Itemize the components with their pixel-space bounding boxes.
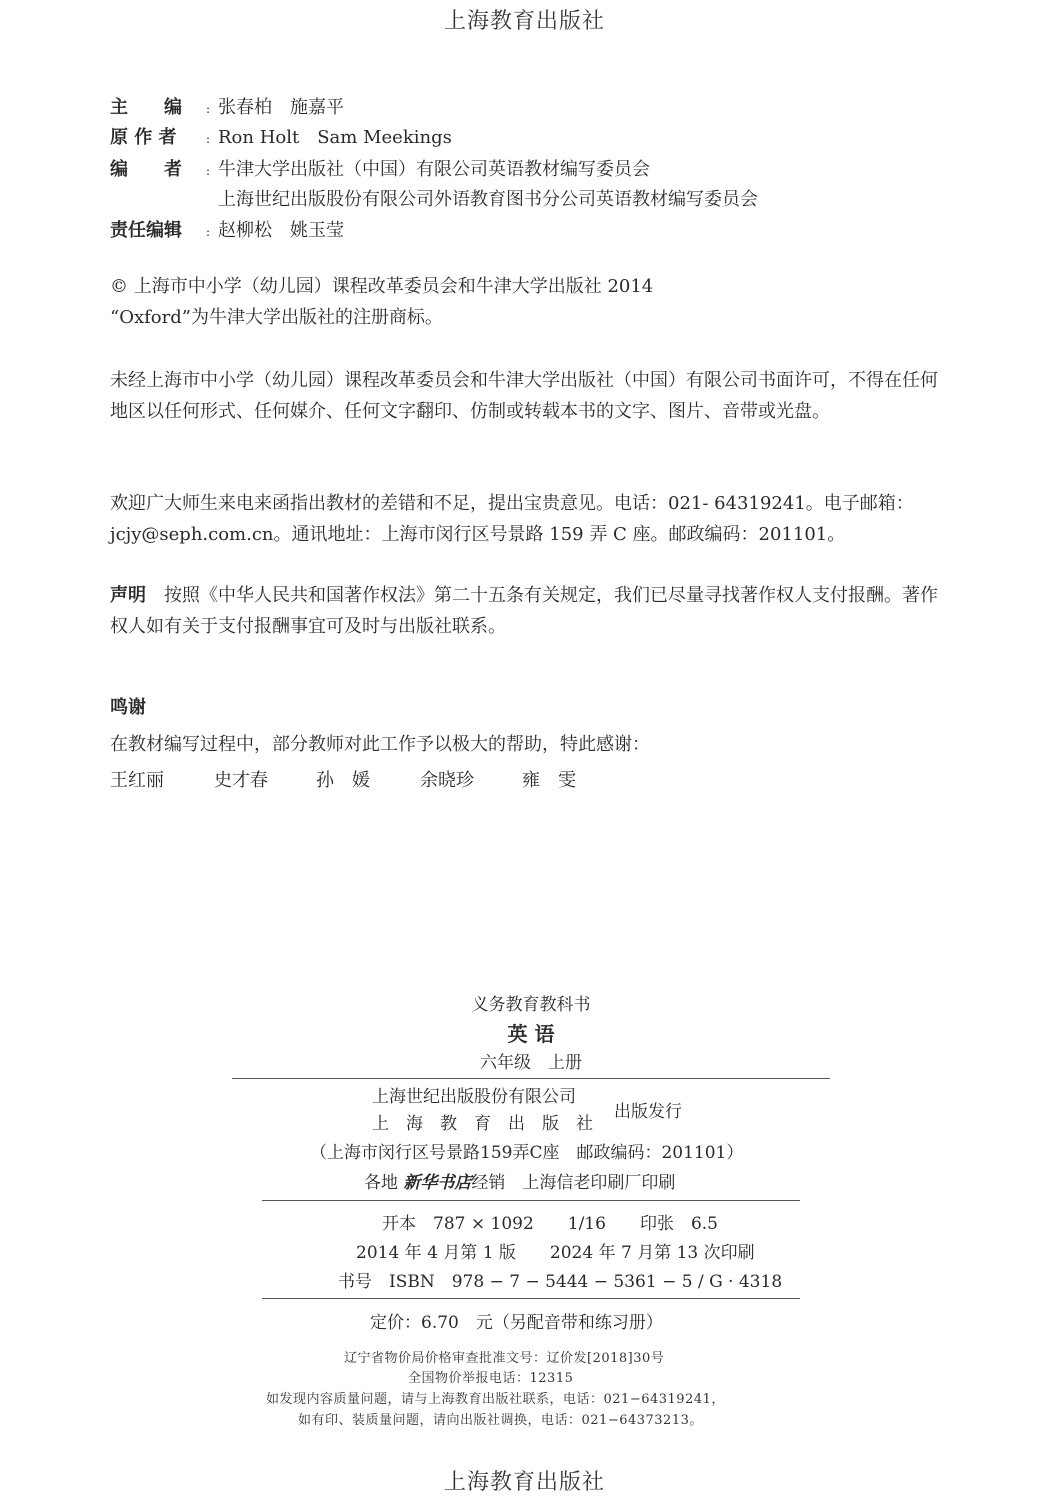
format-line: 开本 787 × 1092 1/16 印张 6.5 xyxy=(382,1214,718,1234)
dist-suffix: 经销 上海信老印刷厂印刷 xyxy=(471,1173,676,1193)
watermark-top: 上海教育出版社 xyxy=(444,9,606,34)
distribution-line xyxy=(364,1168,675,1193)
copyright-line: © 上海市中小学（幼儿园）课程改革委员会和牛津大学出版社 2014 xyxy=(110,276,654,297)
publisher-2: 上 海 教 育 出 版 社 xyxy=(372,1114,593,1134)
credit-value: Ron Holt Sam Meekings xyxy=(218,127,452,148)
publisher-1: 上海世纪出版股份有限公司 xyxy=(372,1087,576,1107)
thanks-text: 在教材编写过程中，部分教师对此工作予以极大的帮助，特此感谢： xyxy=(110,734,650,755)
price-line: 定价：6.70 元（另配音带和练习册） xyxy=(370,1313,663,1333)
credit-responsible-editors: 责任编辑 : 赵柳松 姚玉莹 xyxy=(110,216,344,247)
isbn-line: 书号 ISBN 978 − 7 − 5444 − 5361 − 5 / G · 4318 xyxy=(338,1272,783,1292)
edition-line: 2014 年 4 月第 1 版 2024 年 7 月第 13 次印刷 xyxy=(356,1243,755,1263)
colophon-grade: 六年级 上册 xyxy=(480,1053,582,1073)
thanks-name: 孙 媛 xyxy=(316,770,370,791)
xinhua-logo: 新华书店 xyxy=(403,1173,472,1193)
credit-value: 牛津大学出版社（中国）有限公司英语教材编写委员会 xyxy=(218,159,650,180)
divider xyxy=(262,1298,800,1299)
dist-prefix: 各地 xyxy=(364,1173,398,1193)
publisher-block xyxy=(372,1084,593,1138)
credit-label: 编 者 xyxy=(110,159,182,180)
print-quality-note: 如有印、装质量问题，请向出版社调换，电话：021−64373213。 xyxy=(298,1413,703,1428)
permission-paragraph: 未经上海市中小学（幼儿园）课程改革委员会和牛津大学出版社（中国）有限公司书面许可，不得在任何地区以任何形式、任何媒介、任何文字翻印、仿制或转载本书的文字、图片、音带或光盘。 xyxy=(110,370,938,422)
publisher-address: （上海市闵行区号景路159弄C座 邮政编码：201101） xyxy=(310,1143,744,1163)
credit-label: 主 编 xyxy=(110,97,182,118)
thanks-name: 史才春 xyxy=(214,770,268,791)
thanks-name: 王红丽 xyxy=(110,770,164,791)
credit-compilers-line2: 上海世纪出版股份有限公司外语教育图书分公司英语教材编写委员会 xyxy=(218,189,758,210)
colophon-subject: 英 语 xyxy=(507,1022,555,1046)
trademark-line: “Oxford”为牛津大学出版社的注册商标。 xyxy=(110,307,443,328)
watermark-bottom: 上海教育出版社 xyxy=(444,1470,606,1495)
publish-label: 出版发行 xyxy=(614,1102,682,1122)
divider xyxy=(232,1078,830,1079)
statement-label: 声明 xyxy=(110,585,146,606)
statement-text: 按照《中华人民共和国著作权法》第二十五条有关规定，我们已尽量寻找著作权人支付报酬。著作权人如有关于支付报酬事宜可及时与出版社联系。 xyxy=(110,585,938,637)
credit-value: 赵柳松 姚玉莹 xyxy=(218,220,344,241)
feedback-paragraph: 欢迎广大师生来电来函指出教材的差错和不足，提出宝贵意见。电话：021- 64319241。电子邮箱：jcjy@seph.com.cn。通讯地址：上海市闵行区号景路 159 弄 C 座。邮政编码：201101。 xyxy=(110,493,914,545)
price-hotline-note: 全国物价举报电话：12315 xyxy=(408,1371,574,1386)
credit-editor-in-chief: 主 编 : 张春柏 施嘉平 xyxy=(110,93,344,124)
credit-compilers: 编 者 : 牛津大学出版社（中国）有限公司英语教材编写委员会 xyxy=(110,155,650,186)
credit-value: 张春柏 施嘉平 xyxy=(218,97,344,118)
thanks-name: 雍 雯 xyxy=(522,770,576,791)
credit-label: 责任编辑 xyxy=(110,220,182,241)
thanks-title: 鸣谢 xyxy=(110,697,146,718)
content-quality-note: 如发现内容质量问题，请与上海教育出版社联系，电话：021−64319241， xyxy=(266,1392,725,1407)
credit-original-authors: 原 作 者 : Ron Holt Sam Meekings xyxy=(110,123,452,154)
statement-paragraph xyxy=(110,580,952,642)
credit-label: 原 作 者 xyxy=(110,127,177,148)
thanks-name: 余晓珍 xyxy=(420,770,474,791)
price-approval-note: 辽宁省物价局价格审查批准文号：辽价发[2018]30号 xyxy=(344,1351,665,1366)
colophon-series: 义务教育教科书 xyxy=(471,995,591,1015)
divider xyxy=(262,1200,800,1201)
